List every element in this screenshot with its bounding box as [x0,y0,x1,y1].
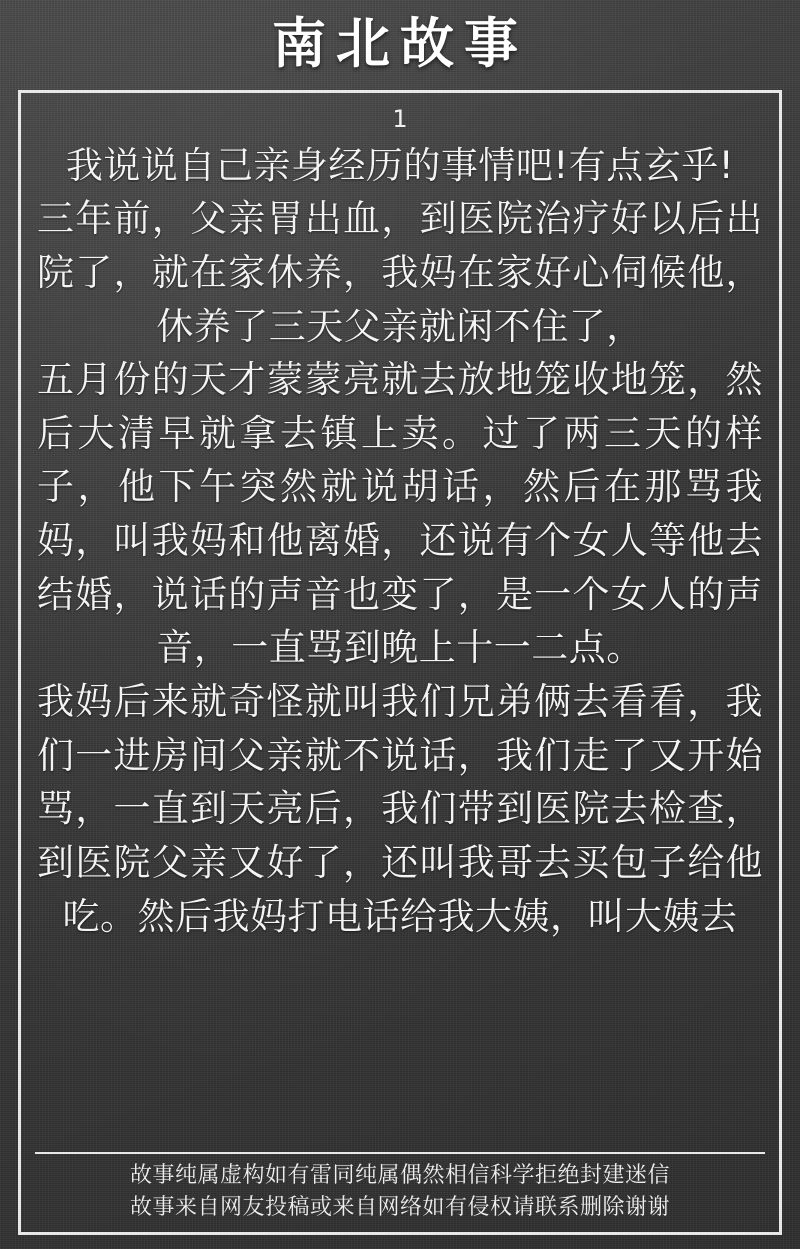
story-index-label: 1 [392,105,408,133]
page-title: 南北故事 [272,12,528,75]
story-paragraph: 三年前，父亲胃出血，到医院治疗好以后出院了，就在家休养，我妈在家好心伺候他，休养了三天父亲就闲不住了， [37,197,763,348]
story-paragraph: 五月份的天才蒙蒙亮就去放地笼收地笼，然后大清早就拿去镇上卖。过了两三天的样子，他下午突然就说胡话，然后在那骂我妈，叫我妈和他离婚，还说有个女人等他去结婚，说话的声音也变了，是一个女人的声音，一直骂到晚上十一二点。 [37,358,763,670]
story-paragraph: 我说说自己亲身经历的事情吧!有点玄乎! [65,143,735,187]
story-card [18,90,782,1235]
disclaimer-footer [35,1152,765,1224]
story-paragraph: 我妈后来就奇怪就叫我们兄弟俩去看看，我们一进房间父亲就不说话，我们走了又开始骂，一直到天亮后，我们带到医院去检查，到医院父亲又好了，还叫我哥去买包子给他吃。然后我妈打电话给我大姨，叫大姨去 [37,680,763,938]
disclaimer-line-1: 故事纯属虚构如有雷同纯属偶然相信科学拒绝封建迷信 [129,1163,670,1189]
story-body [35,139,765,1149]
disclaimer-line-2: 故事来自网友投稿或来自网络如有侵权请联系删除谢谢 [129,1195,670,1221]
